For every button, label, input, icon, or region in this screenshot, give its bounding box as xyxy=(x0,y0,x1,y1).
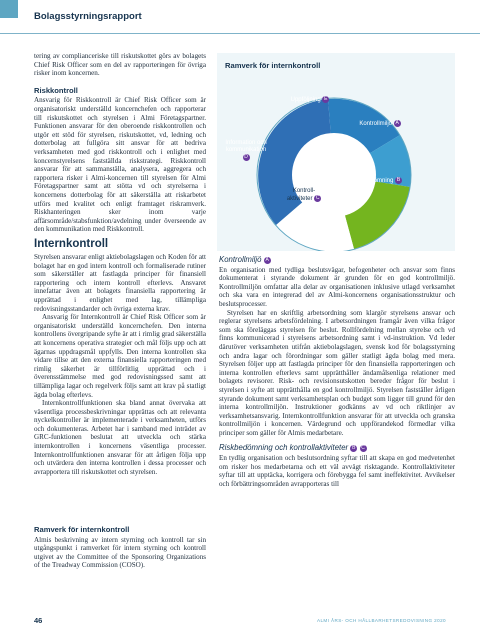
right-column xyxy=(219,256,455,488)
header-corner-mark xyxy=(0,0,18,18)
kontrollmiljo-heading: Kontrollmiljö A xyxy=(219,255,269,264)
kontrollmiljo-paragraph-2: Styrelsen har en skriftlig arbetsordning som klargör styrelsens ansvar och reglerar styrelsens arbetsfördelning. I arbetsordningen framgår även vilka frågor som ska föreläggas styrelsen för beslut. Rollfördelning mellan styrelse och vd finns kommunicerad i styrelsens arbetsordning samt i vd-instruktion. Vd leder därutöver verksamheten utifrån aktiebolagslagen, svensk kod för bolagsstyrning och andra lagar och förordningar som gäller statligt ägda bolag med mera. Styrelsen följer upp att fastlagda principer för den finansiella rapporteringen och interna kontrollen efterlevs samt upprätthåller ändamålsenliga relationer med bolagets revisorer. Risk- och revisionsutskotten bereder frågor för beslut i styrelsen i syfte att upprätthålla en god kontrollmiljö. Styrelsen fastställer årligen styrande dokument samt verksamhetsplan och budget som ligger till grund för den interna kontrollmiljön. Instruktioner godkänns av vd och riktlinjer av verksamhetsansvarig. Internkontrollfunktion ansvarar för att utveckla och granska kontrollmiljön i koncernen. Värdegrund och uppförandekod förmedlar vilka principer som gäller för Almis medarbetare. xyxy=(219,308,455,437)
ring-center xyxy=(292,133,376,217)
ramverk-text: Almis beskrivning av intern styrning och kontroll tar sin utgångspunkt i ramverket för intern styrning och kontroll utgivet av the Committee of the Sponsoring Organizations of the Treadway Commission (COSO). xyxy=(34,535,206,570)
figure-title: Ramverk för internkontroll xyxy=(225,61,321,70)
label-information: Information och kommunikation D xyxy=(225,140,267,160)
internkontroll-paragraph-3: Internkontrollfunktionen ska bland annat övervaka att väsentliga processbeskrivningar upprättas och att relevanta nyckelkontroller är implementerade i verksamheten, utförs och dokumenteras. Arbetet har i samband med inträdet av GRC-funktionen beslutat att utveckla och stärka internkontrollen i koncernens väsentliga processer. Internkontrollfunktionen ansvarar för att årligen följa upp och utvärdera den interna kontrollen i dessa processer och avrapportera till riskutskottet och styrelsen. xyxy=(34,399,206,476)
label-riskbedomning: Riskbedömning B xyxy=(351,177,401,184)
footer-report-title: ALMI ÅRS- OCH HÅLLBARHETSREDOVISNING 2020 xyxy=(317,618,446,623)
internkontroll-paragraph-2: Ansvarig för Internkontroll är Chief Risk Officer som är organisatoriskt underställd koncernchefen. Den interna kontrollens övergripande syfte är att i rimlig grad säkerställa att koncernens operativa strategier och mål följs upp och att ägarnas uppdragsmål uppfylls. Den interna kontrollen ska vidare tillse att den externa finansiella rapporteringen med rimlig säkerhet är tillförlitlig upprättad och i överensstämmelse med god redovisningssed samt att tillämpliga lagar och regelverk följs samt att krav på statligt ägda bolag efterlevs. xyxy=(34,313,206,399)
page-header-title: Bolagsstyrningsrapport xyxy=(34,11,142,22)
riskkontroll-text: Ansvarig för Riskkontroll är Chief Risk Officer som är organisatoriskt underställd koncernchefen och rapporterar till riskutskottet och styrelsen i Almi Företagspartner. Funktionen ansvarar för den oberoende riskkontrollen och utgör ett stöd för styrelsen, riskutskottet, vd, ledning och dotterbolag att fullgöra sitt ansvar för att bedriva verksamheten med god riskkontroll och i enlighet med koncernstyrelsens fastställda riskstrategi. Riskkontroll ansvarar för att sammanställa, analysera, aggregera och rapportera risker i Almi-koncernen till styrelsen för Almi Företagspartner samt att stötta vd och styrelserna i koncernens dotterbolag för att säkerställa att riskarbetet utförs med kvalitet och enligt framtaget riskramverk. Riskhanteringen sker inom varje affärsområde/stabsfunktion/avdelning under överseende av den kommunikation med Riskkontroll. xyxy=(34,96,206,234)
label-uppfoljning: Uppföljning E xyxy=(290,96,328,103)
left-column xyxy=(34,52,206,234)
internkontroll-section xyxy=(34,238,206,476)
internkontroll-heading: Internkontroll xyxy=(34,238,109,250)
internkontroll-paragraph-1: Styrelsen ansvarar enligt aktiebolagslagen och Koden för att bolaget har en god intern kontroll och formaliserade rutiner som säkerställer att fastlagda principer för finansiell rapportering och intern kontroll efterlevs. Ansvaret innefattar även att bolagets finansiella rapportering är upprättad i enlighet med lag, tillämpliga redovisningsstandarder och övriga externa krav. xyxy=(34,253,206,313)
riskbedomning-text: En tydlig organisation och beslutsordning syftar till att skapa en god medvetenhet om risker hos medarbetarna och ett väl avvägt risktagande. Kontrollaktiviteter syftar till att upptäcka, korrigera och förebygga fel samt ineffektivitet. Avvikelser och förbättringsområden avrapporteras till xyxy=(219,454,455,488)
badge-a: A xyxy=(265,257,269,263)
label-kontrollmiljo: Kontrollmiljö A xyxy=(359,120,399,127)
intro-paragraph: tering av complianceriske till riskutskottet görs av bolagets Chief Risk Officer som en del av rapporteringen för övriga risker inom koncernen. xyxy=(34,52,206,78)
label-kontrollaktiviteter: Kontroll-aktiviteter C xyxy=(286,188,320,202)
kontrollmiljo-paragraph-1: En organisation med tydliga beslutsvägar, befogenheter och ansvar som finns dokumenterat i styrande dokument är grunden för en god kontrollmiljö. Kontrollmiljön omfattar alla delar av organisationen inklusive utlagd verksamhet och ska vara en integrerad del av Almi-koncernens organisationsstruktur och beslutsprocesser. xyxy=(219,265,455,308)
header-rule xyxy=(0,33,480,34)
page-number: 46 xyxy=(34,616,43,625)
riskkontroll-heading: Riskkontroll xyxy=(34,85,78,95)
badge-b: B xyxy=(352,445,356,452)
riskbedomning-heading: Riskbedömning och kontrollaktiviteter B C xyxy=(219,443,365,453)
ramverk-section xyxy=(34,526,206,570)
ramverk-heading: Ramverk för internkontroll xyxy=(34,525,130,534)
badge-c: C xyxy=(361,445,365,452)
